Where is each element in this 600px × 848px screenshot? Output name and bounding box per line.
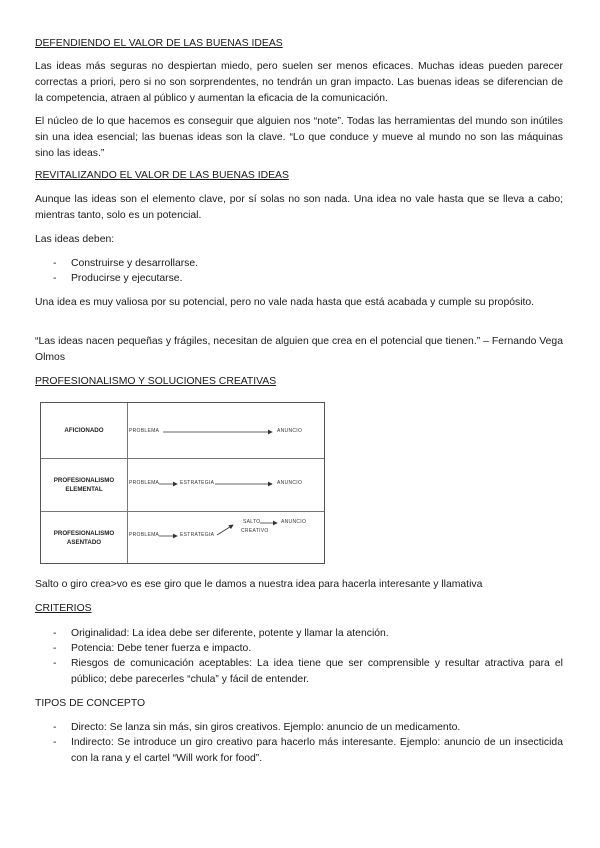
paragraph: El núcleo de lo que hacemos es conseguir que alguien nos “note”. Todas las herramientas del mundo son inútiles sin una idea esencial; las buenas ideas son la clave. “Lo que conduce y mueve al mundo no son las máquinas sino las ideas.”: [35, 116, 563, 159]
node-estrategia: ESTRATEGIA: [180, 480, 215, 486]
list-item: - Indirecto: Se introduce un giro creativo para hacerlo más interesante. Ejemplo: anuncio de un insecticida con la rana y el cartel “Will work for food”.: [53, 737, 563, 764]
list-item: - Riesgos de comunicación aceptables: La idea tiene que ser comprensible y resultar atractiva para el público; debe parecerles “chula” y fácil de entender.: [53, 658, 563, 685]
list-item: - Producirse y ejecutarse.: [53, 273, 183, 284]
paragraph: Las ideas deben:: [35, 234, 115, 245]
node-creativo: CREATIVO: [241, 528, 269, 534]
heading-criterios: CRITERIOS: [35, 603, 92, 614]
heading-revitalizando: REVITALIZANDO EL VALOR DE LAS BUENAS IDEAS: [35, 170, 289, 181]
paragraph: Las ideas más seguras no despiertan miedo, pero suelen ser menos eficaces. Muchas ideas pueden parecer correctas a priori, pero si no son sorprendentes, no tendrán un gran impacto. Las buenas ideas se diferencian de la competencia, atraen al público y aumentan la eficacia de la comunicación.: [35, 61, 563, 104]
node-estrategia: ESTRATEGIA: [180, 532, 215, 538]
row-label: PROFESIONALISMO ASENTADO: [41, 512, 128, 563]
node-problema: PROBLEMA: [129, 428, 160, 434]
list-item: - Directo: Se lanza sin más, sin giros creativos. Ejemplo: anuncio de un medicamento.: [53, 722, 461, 733]
node-salto: SALTO: [243, 519, 261, 525]
quote: “Las ideas nacen pequeñas y frágiles, necesitan de alguien que crea en el potencial que tienen.” – Fernando Vega Olmos: [35, 336, 563, 363]
creative-process-diagram: [40, 402, 325, 564]
heading-defendiendo: DEFENDIENDO EL VALOR DE LAS BUENAS IDEAS: [35, 38, 283, 49]
paragraph: Una idea es muy valiosa por su potencial, pero no vale nada hasta que está acabada y cumple su propósito.: [35, 297, 535, 308]
list-item: - Originalidad: La idea debe ser diferente, potente y llamar la atención.: [53, 628, 389, 639]
row-label: PROFESIONALISMO ELEMENTAL: [41, 459, 128, 511]
heading-profesionalismo: PROFESIONALISMO Y SOLUCIONES CREATIVAS: [35, 376, 277, 387]
node-anuncio: ANUNCIO: [281, 519, 307, 525]
diagram-caption: Salto o giro crea>vo es ese giro que le damos a nuestra idea para hacerla interesante y llamativa: [35, 579, 483, 590]
node-problema: PROBLEMA: [129, 532, 160, 538]
node-anuncio: ANUNCIO: [277, 480, 303, 486]
row-label: AFICIONADO: [41, 403, 128, 458]
arrow: [217, 525, 233, 535]
heading-tipos-de-concepto: TIPOS DE CONCEPTO: [35, 698, 146, 709]
list-item: - Construirse y desarrollarse.: [53, 258, 199, 269]
list-item: - Potencia: Debe tener fuerza e impacto.: [53, 643, 252, 654]
paragraph: Aunque las ideas son el elemento clave, por sí solas no son nada. Una idea no vale hasta que se lleva a cabo; mientras tanto, solo es un potencial.: [35, 194, 563, 221]
node-anuncio: ANUNCIO: [277, 428, 303, 434]
node-problema: PROBLEMA: [129, 480, 160, 486]
